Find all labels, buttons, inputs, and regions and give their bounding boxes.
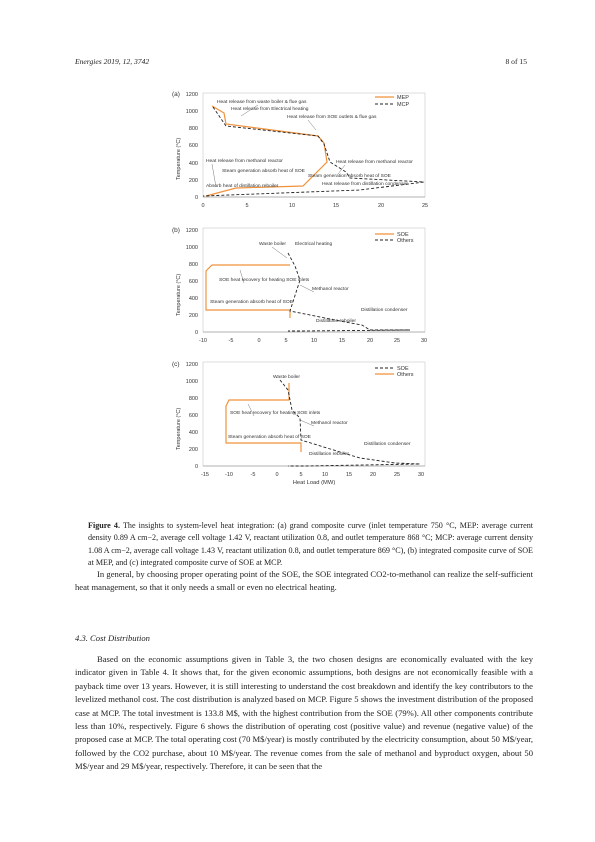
- panel-b-x-ticks: [199, 338, 427, 344]
- annotation: Methanol reactor: [312, 287, 349, 292]
- panel-c-y-ticks: [186, 362, 198, 470]
- panel-a-y-ticks: [186, 92, 198, 201]
- x-tick: 15: [332, 203, 340, 209]
- x-tick: 5: [299, 472, 303, 478]
- panel-a-label: (a): [172, 91, 180, 98]
- legend-others: Others: [397, 372, 414, 378]
- legend-mcp: MCP: [397, 102, 410, 108]
- figure-label: Figure 4.: [88, 521, 120, 530]
- annotation: Heat release from methanol reactor: [336, 160, 413, 165]
- panel-c-label: (c): [172, 361, 180, 368]
- journal-citation: Energies 2019, 12, 3742: [75, 57, 150, 66]
- annotation: Steam generation absorb heat of SOE: [228, 435, 311, 440]
- annotation: Heat release from Electrical heating: [231, 107, 309, 112]
- panel-c-legend: [375, 366, 414, 378]
- x-tick: 0: [257, 338, 261, 344]
- caption-text: The insights to system-level heat integration: (a) grand composite curve (inlet temperature 750 °C, MEP: average current density 0.89 A cm−2, average cell voltage 1.42 V, reactant utilization 0.8, and outlet temperature 868 °C; MCP: average current density 1.08 A cm−2, average call voltage 1.43 V, reactant utilization 0.8, and outlet temperature 869 °C), (b) integrated composite curve of SOE at MEP, and (c) integrated composite curve of SOE at MCP.: [88, 521, 533, 568]
- y-axis-label: Temperature (°C): [176, 407, 182, 450]
- y-tick: 1200: [185, 228, 198, 234]
- x-tick: 0: [275, 472, 279, 478]
- panel-a: [172, 91, 428, 209]
- y-tick: 400: [188, 296, 198, 302]
- panel-b-annotations: [210, 241, 408, 324]
- x-tick: 15: [338, 338, 346, 344]
- y-tick: 1000: [185, 109, 198, 115]
- panel-b-y-ticks: [186, 228, 198, 336]
- figure-caption: [88, 520, 533, 570]
- annotation: Methanol reactor: [311, 421, 348, 426]
- annotation-arrow: [308, 120, 316, 130]
- x-tick: 25: [421, 203, 429, 209]
- legend-others: Others: [397, 238, 414, 244]
- legend-soe: SOE: [397, 366, 409, 372]
- annotation: Heat release from waste boiler & flue gas: [217, 100, 307, 105]
- y-tick: 400: [188, 430, 198, 436]
- x-tick: 10: [310, 338, 318, 344]
- annotation: Waste boiler: [259, 242, 286, 247]
- y-tick: 600: [188, 143, 198, 149]
- x-tick: -5: [250, 472, 256, 478]
- annotation-arrow: [272, 247, 287, 258]
- y-tick: 0: [194, 195, 198, 201]
- y-tick: 1200: [185, 362, 198, 368]
- soe-curve: [226, 383, 301, 452]
- y-tick: 800: [188, 262, 198, 268]
- y-tick: 600: [188, 279, 198, 285]
- y-axis-label: Temperature (°C): [176, 137, 182, 180]
- soe-curve: [206, 265, 290, 318]
- x-tick: 25: [393, 472, 401, 478]
- x-tick: -10: [225, 472, 233, 478]
- y-tick: 1200: [185, 92, 198, 98]
- x-tick: 5: [245, 203, 249, 209]
- panel-b: [172, 227, 427, 344]
- section-heading: 4.3. Cost Distribution: [75, 633, 150, 643]
- paragraph-text: Based on the economic assumptions given in Table 3, the two chosen designs are economically evaluated with the key indicator given in Table 4. It shows that, for the given economic assumptions, both designs are not economically feasible with a payback time over 13 years. However, it is still interesting to understand the cost breakdown and identify the key contributors to the levelized methanol cost. The cost distribution is analyzed based on MCP. Figure 5 shows the investment distribution of the proposed case at MCP. The total investment is 133.8 M$, with the highest contribution from the SOE (79%). All other components contribute less than 10%, respectively. Figure 6 shows the distribution of operating cost (positive value) and revenue (negative value) of the proposed case at MCP. The total operating cost (70 M$/year) is mostly contributed by the electricity consumption, about 50 M$/year, followed by the CO2 purchase, about 10 M$/year. The revenue comes from the sale of methanol and byproduct oxygen, about 50 M$/year and 29 M$/year, respectively. Therefore, it can be seen that the: [75, 654, 533, 772]
- panel-b-legend: [375, 232, 414, 244]
- annotation: Distillation condenser: [361, 308, 408, 313]
- x-tick: -5: [228, 338, 234, 344]
- x-tick: 10: [321, 472, 329, 478]
- y-tick: 800: [188, 396, 198, 402]
- panel-c-annotations: [228, 374, 411, 457]
- page-number: 8 of 15: [505, 57, 527, 66]
- x-axis-label: Heat Load (MW): [292, 480, 336, 486]
- annotation: Heat release from distillation condenser: [322, 182, 408, 187]
- others-curve: [280, 380, 420, 466]
- panel-a-x-ticks: [201, 203, 428, 209]
- x-tick: 5: [284, 338, 288, 344]
- panel-c-x-ticks: [201, 472, 424, 478]
- annotation: Distillation condenser: [364, 442, 411, 447]
- x-tick: 20: [369, 472, 377, 478]
- y-tick: 200: [188, 447, 198, 453]
- annotation-arrow: [338, 165, 345, 174]
- y-tick: 600: [188, 413, 198, 419]
- x-tick: 10: [288, 203, 296, 209]
- legend-mep: MEP: [397, 95, 409, 101]
- x-tick: 0: [201, 203, 205, 209]
- x-tick: 30: [417, 472, 425, 478]
- y-tick: 1000: [185, 379, 198, 385]
- annotation: Heat release from SOE outlets & flue gas: [287, 115, 377, 120]
- y-tick: 200: [188, 313, 198, 319]
- annotation: Distillation reboiler: [309, 452, 349, 457]
- annotation: Steam generation absorb heat of SOE: [308, 174, 391, 179]
- annotation: SOE heat recovery for heating SOE inlets: [219, 278, 310, 283]
- panel-a-annotations: [206, 99, 413, 189]
- panel-b-label: (b): [172, 227, 180, 234]
- y-tick: 800: [188, 126, 198, 132]
- annotation: SOE heat recovery for heating SOE inlets: [230, 411, 321, 416]
- panel-a-legend: [375, 95, 410, 108]
- y-axis-label: Temperature (°C): [176, 273, 182, 316]
- y-tick: 0: [194, 464, 198, 470]
- annotation: Steam generation absorb heat of SOE: [222, 169, 305, 174]
- y-tick: 0: [194, 330, 198, 336]
- x-tick: -10: [199, 338, 207, 344]
- paragraph-text: In general, by choosing proper operating point of the SOE, the SOE integrated CO2-to-methanol can realize the self-sufficient heat management, so that it only needs a small or even no electrical heating.: [75, 569, 533, 593]
- annotation: Electrical heating: [295, 242, 333, 247]
- annotation: Steam generation absorb heat of SOE: [210, 300, 293, 305]
- x-tick: 20: [377, 203, 385, 209]
- annotation: Heat release from methanol reactor: [206, 159, 283, 164]
- x-tick: 15: [345, 472, 353, 478]
- annotation: Absorb heat of distillation reboiler: [206, 184, 279, 189]
- x-tick: 20: [366, 338, 374, 344]
- x-tick: 30: [420, 338, 428, 344]
- x-tick: 25: [393, 338, 401, 344]
- y-tick: 1000: [185, 245, 198, 251]
- annotation: Distillation reboiler: [316, 319, 356, 324]
- paragraph-heat-management: [75, 568, 533, 595]
- paragraph-cost-distribution: [75, 653, 533, 774]
- y-tick: 400: [188, 161, 198, 167]
- legend-soe: SOE: [397, 232, 409, 238]
- panel-c: [172, 361, 425, 486]
- x-tick: -15: [201, 472, 209, 478]
- annotation: Waste boiler: [273, 375, 300, 380]
- y-tick: 200: [188, 178, 198, 184]
